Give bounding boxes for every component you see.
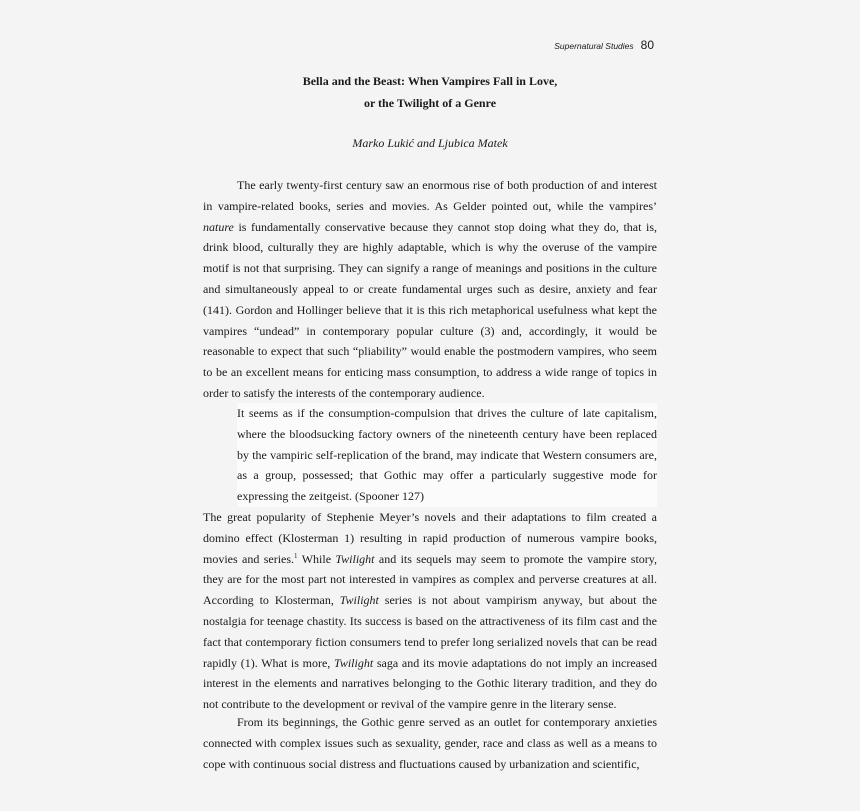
article-title-line-2: or the Twilight of a Genre xyxy=(363,96,497,110)
paragraph-2-text-a: The great popularity of Stephenie Meyer’s novels and their adaptations to film created a domino effect (Klosterman 1) resulting in rapid production of numerous vampire books, movies and series. xyxy=(203,510,657,566)
article-title-line-1: Bella and the Beast: When Vampires Fall in Love, xyxy=(302,74,558,88)
paragraph-1-emphasis: nature xyxy=(203,219,234,234)
paragraph-2-text-e: saga and its movie adaptations do not imply an increased interest in the elements and narratives belonging to the Gothic literary tradition, and they do not contribute to the development or revival of the vampire genre in the literary sense. xyxy=(203,655,657,712)
journal-name: Supernatural Studies xyxy=(554,41,634,51)
paragraph-1-text-b: is fundamentally conservative because they cannot stop doing what they do, that is, drink blood, culturally they are highly adaptable, which is why the overuse of the vampire motif is not that surprising. They can signify a range of meanings and positions in the culture and simultaneously appeal to or create fundamental urges such as desire, anxiety and fear (141). Gordon and Hollinger believe that it is this rich metaphorical usefulness what kept the vampires “undead” in contemporary popular culture (3) and, accordingly, it would be reasonable to expect that such “pliability” would enable the postmodern vampires, who seem to be an excellent means for enticing mass consumption, to address a wide range of topics in order to satisfy the interests of the contemporary audience. xyxy=(203,219,657,400)
paragraph-2-text-b: While xyxy=(297,551,336,566)
running-header xyxy=(554,38,654,53)
paragraph-2-text-c: and its sequels may seem to promote the vampire story, they are for the most part not interested in vampires as complex and perverse creatures at all. According to Klosterman, xyxy=(203,551,658,608)
block-quote: It seems as if the consumption-compulsion that drives the culture of late capitalism, where the bloodsucking factory owners of the nineteenth century have been replaced by the vampiric self-replication of the brand, may indicate that Western consumers are, as a group, possessed; that Gothic may offer a particularly suggestive mode for expressing the zeitgeist. (Spooner 127) xyxy=(237,403,657,507)
paragraph-2-title-twilight-2: Twilight xyxy=(339,593,379,608)
page-number: 80 xyxy=(640,38,654,52)
paragraph-2-title-twilight-1: Twilight xyxy=(335,551,375,566)
paragraph-1-text-a: The early twenty-first century saw an enormous rise of both production of and interest in vampire-related books, series and movies. As Gelder pointed out, while the vampires’ xyxy=(203,178,657,213)
paragraph-2-text-d: series is not about vampirism anyway, but about the nostalgia for teenage chastity. Its success is based on the attractiveness of its film cast and the fact that contemporary fiction consumers tend to prefer long serialized novels that can be read rapidly (1). What is more, xyxy=(203,593,657,670)
paragraph-1 xyxy=(203,175,657,404)
article-authors: Marko Lukić and Ljubica Matek xyxy=(352,136,508,150)
footnote-marker[interactable]: 1 xyxy=(294,551,298,560)
paragraph-3: From its beginnings, the Gothic genre served as an outlet for contemporary anxieties connected with complex issues such as sexuality, gender, race and class as well as a means to cope with continuous social distress and fluctuations caused by urbanization and scientific, xyxy=(203,715,657,771)
paragraph-2-title-twilight-3: Twilight xyxy=(334,655,374,670)
paragraph-2 xyxy=(203,507,657,715)
